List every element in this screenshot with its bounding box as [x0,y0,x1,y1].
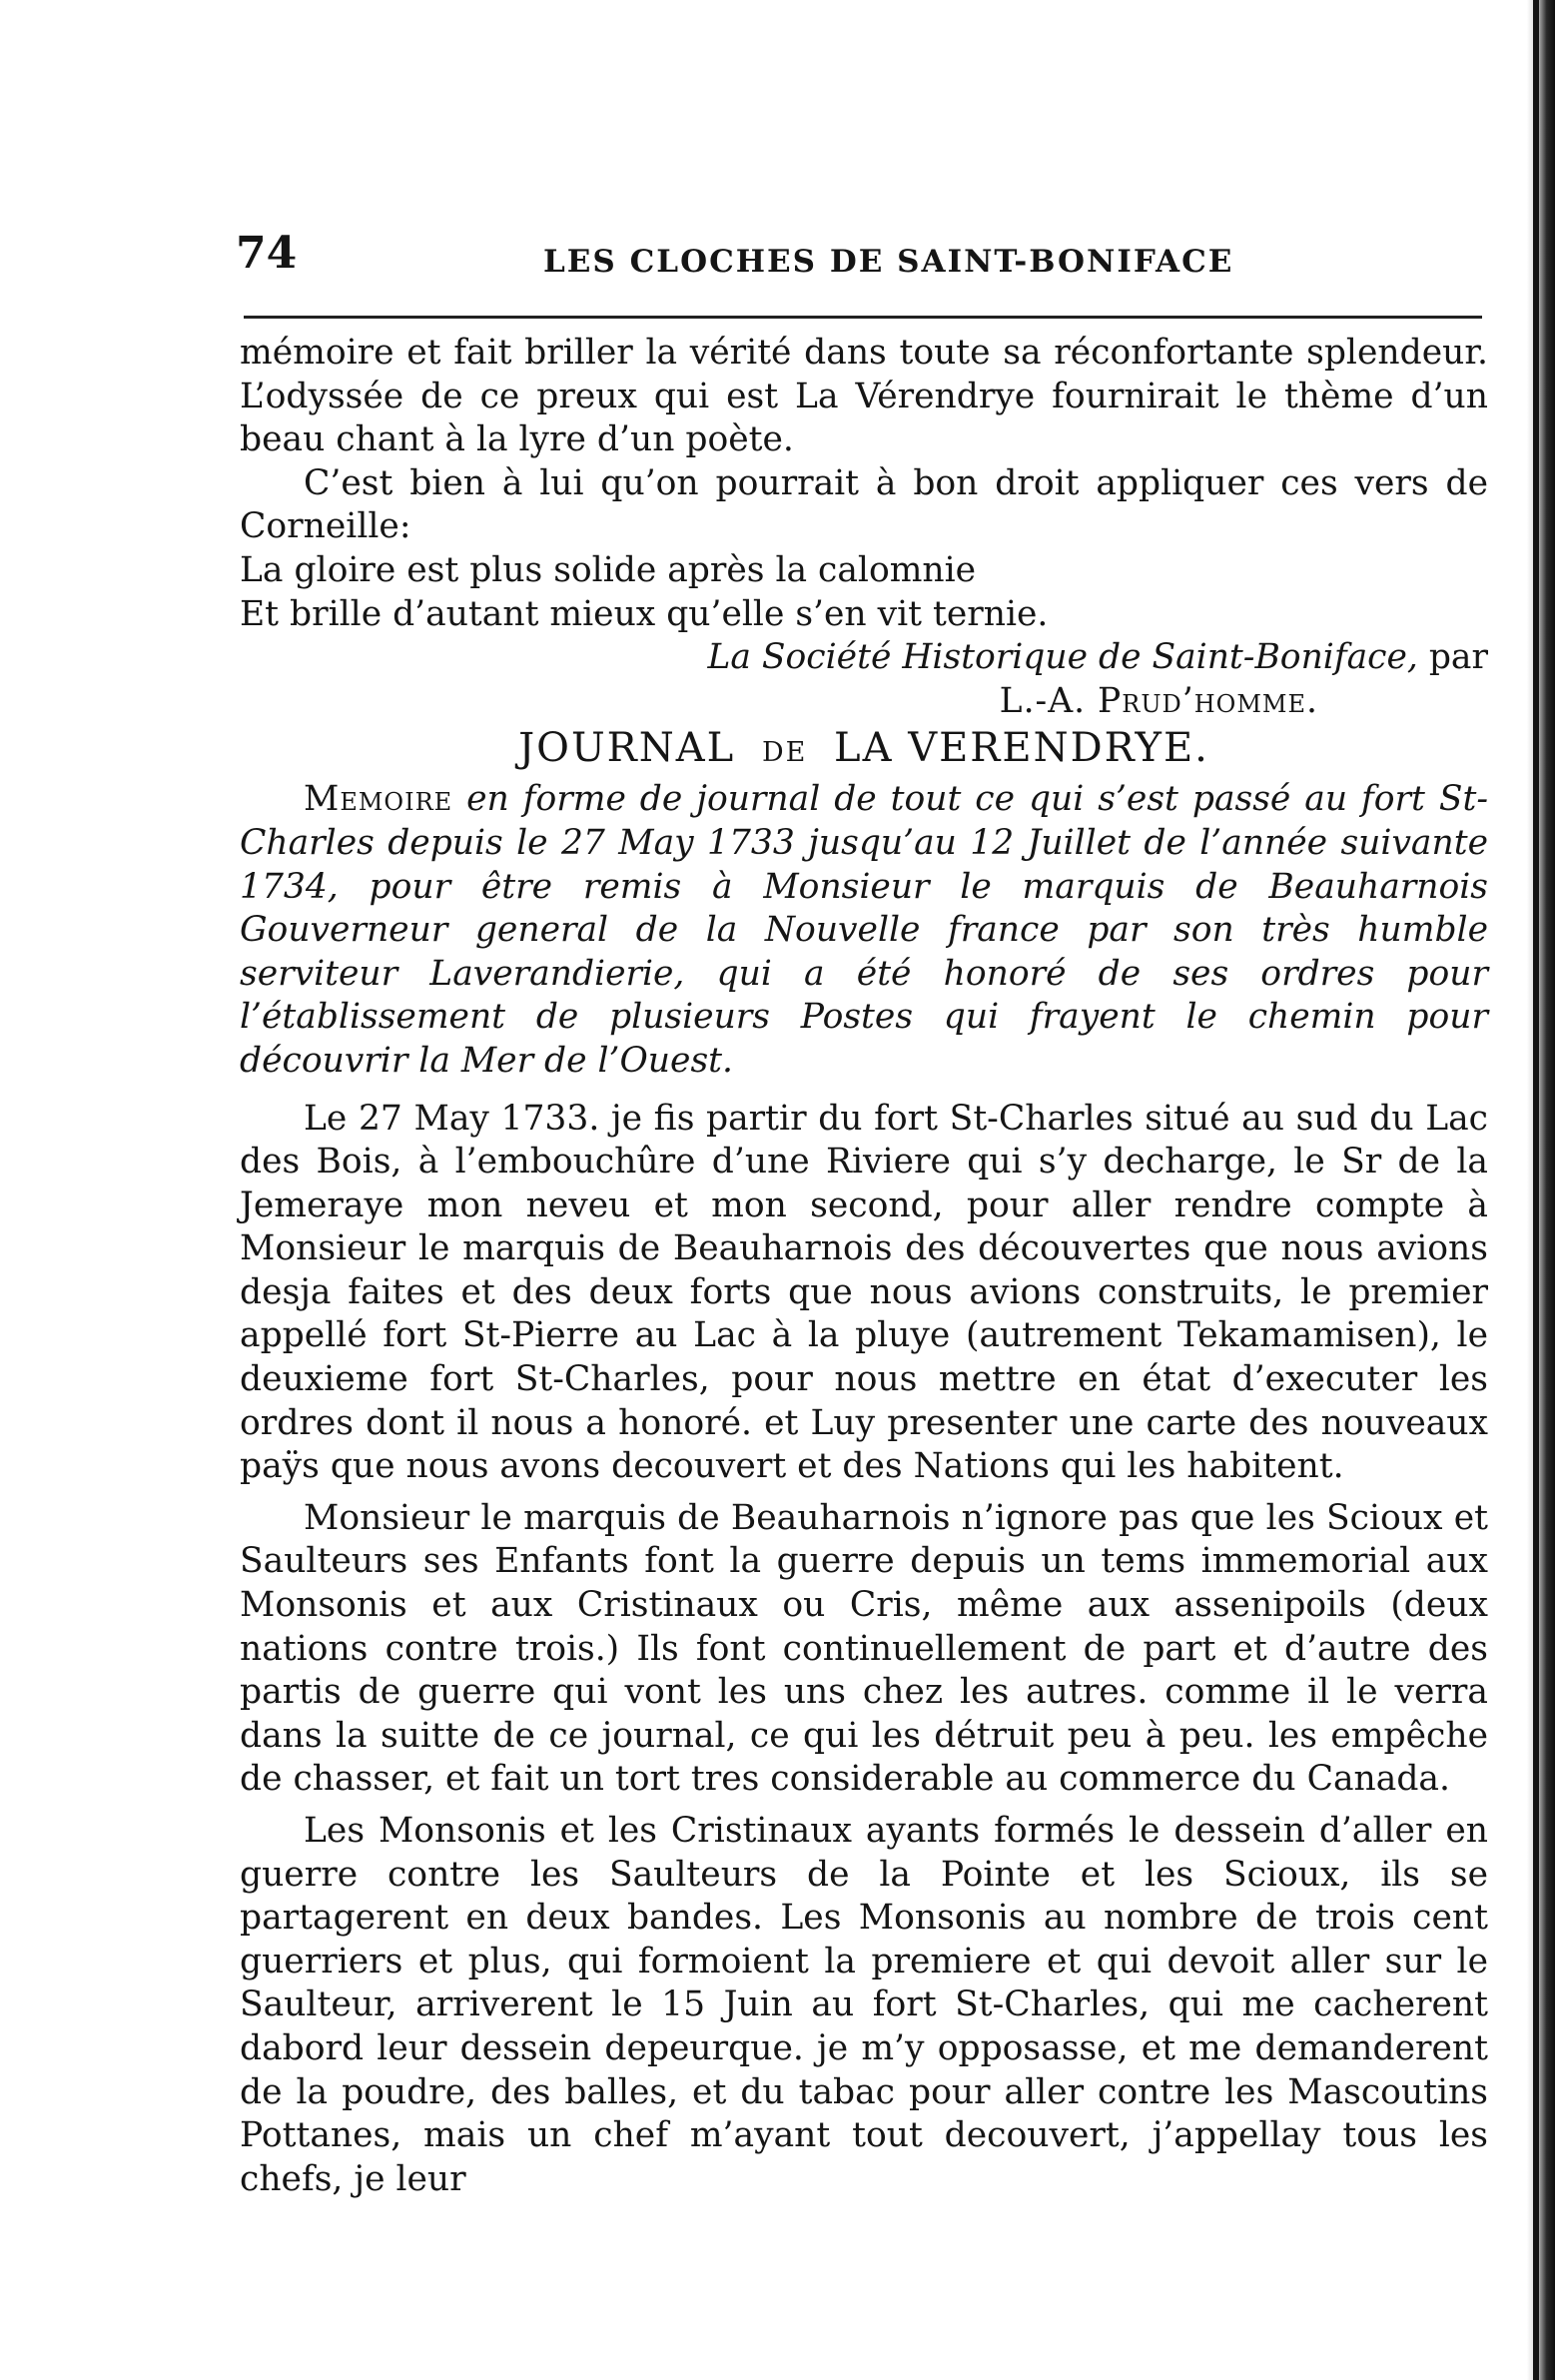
attribution-society [240,636,1488,680]
page-body [240,332,1488,2201]
verse-line-1: La gloire est plus solide après la calomnie [240,549,977,590]
intro-paragraph-corneille: C’est bien à lui qu’on pourrait à bon droit appliquer ces vers de Corneille: [240,462,1488,547]
body-paragraph-3: Les Monsonis et les Cristinaux ayants formés le dessein d’aller en guerre contre les Saulteurs de la Pointe et les Scioux, ils se partagerent en deux bandes. Les Monsonis au nombre de trois cent guerriers et plus, qui formoient la premiere et qui devoit aller sur le Saulteur, arriverent le 15 Juin au fort St-Charles, qui me cacherent dabord leur dessein depeurque. je m’y opposasse, et me demanderent de la poudre, des balles, et du tabac pour aller contre les Mascoutins Pottanes, mais un chef m’ayant tout decouvert, j’appellay tous les chefs, je leur [240,1811,1488,2199]
page-header [236,228,1494,298]
running-title: LES CLOCHES DE SAINT-BONIFACE [543,244,1234,280]
journal-heading-de: DE [761,737,808,769]
page-edge-line [1533,0,1539,2380]
body-paragraph-1: Le 27 May 1733. je fis partir du fort St-Charles situé au sud du Lac des Bois, à l’embouchûre d’une Riviere qui s’y decharge, le Sr de la Jemeraye mon neveu et mon second, pour aller rendre compte à Monsieur le marquis de Beauharnois des découvertes que nous avions desja faites et des deux forts que nous avions construits, le premier appellé fort St-Pierre au Lac à la pluye (autrement Tekamamisen), le deuxieme fort St-Charles, pour nous mettre en état d’executer les ordres dont il nous a honoré. et Luy presenter une carte des nouveaux paÿs que nous avons decouvert et des Nations qui les habitent. [240,1098,1488,1487]
header-rule [244,316,1482,319]
journal-heading-right: LA VERENDRYE. [834,725,1209,772]
journal-heading [240,723,1488,778]
verse-line-2: Et brille d’autant mieux qu’elle s’en vit ternie. [240,593,1049,634]
attribution-par: par [1428,637,1488,678]
memoire-lead: Memoire [304,779,453,820]
memoire-paragraph [240,778,1488,1083]
journal-heading-left: JOURNAL [518,725,736,772]
attribution-author: L.-A. Prud’homme. [999,680,1318,721]
page-edge-shadow [1527,0,1555,2380]
memoire-text: en forme de journal de tout ce qui s’est passé au fort St-Charles depuis le 27 May 1733 jusqu’au 12 Juillet de l’année suivante 1734, pour être remis à Monsieur le marquis de Beauharnois Gouverneur general de la Nouvelle france par son très humble serviteur Laverandierie, qui a été honoré de ses ordres pour l’établissement de plusieurs Postes qui frayent le chemin pour découvrir la Mer de l’Ouest. [240,779,1488,1081]
body-paragraph-2: Monsieur le marquis de Beauharnois n’ignore pas que les Scioux et Saulteurs ses Enfants font la guerre depuis un tems immemorial aux Monsonis et aux Cristinaux ou Cris, même aux assenipoils (deux nations contre trois.) Ils font continuellement de part et d’autre des partis de guerre qui vont les uns chez les autres. comme il le verra dans la suitte de ce journal, ce qui les détruit peu à peu. les empêche de chasser, et fait un tort tres considerable au commerce du Canada. [240,1497,1488,1800]
intro-paragraph: mémoire et fait briller la vérité dans toute sa réconfortante splendeur. L’odyssée de ce preux qui est La Vérendrye fournirait le thème d’un beau chant à la lyre d’un poète. [240,333,1488,460]
society-name: La Société Historique de Saint-Boniface, [707,637,1418,678]
page-number: 74 [236,228,298,279]
